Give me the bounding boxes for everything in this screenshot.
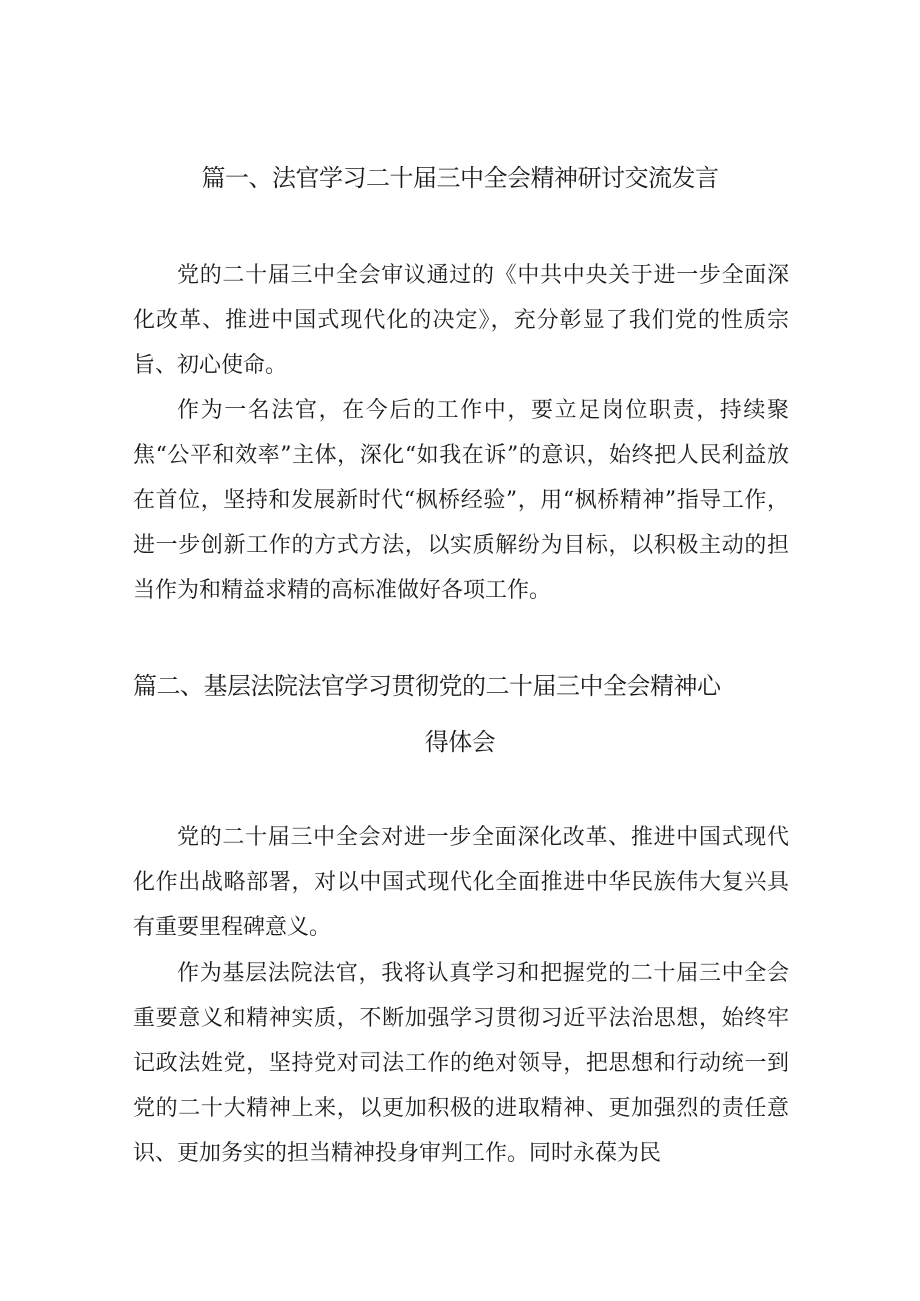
section-2-paragraph-1: 党的二十届三中全会对进一步全面深化改革、推进中国式现代化作出战略部署，对以中国式现代化全面推进中华民族伟大复兴具有重要里程碑意义。: [133, 825, 789, 940]
section-1-paragraph-2: 作为一名法官，在今后的工作中，要立足岗位职责，持续聚焦“公平和效率”主体，深化“如我在诉”的意识，始终把人民利益放在首位，坚持和发展新时代“枫桥经验”，用“枫桥精神”指导工作，进一步创新工作的方式方法，以实质解纷为目标，以积极主动的担当作为和精益求精的高标准做好各项工作。: [133, 398, 789, 603]
section-1-title: 篇一、法官学习二十届三中全会精神研讨交流发言: [201, 164, 719, 192]
section-2-title-line-1: 篇二、基层法院法官学习贯彻党的二十届三中全会精神心: [133, 672, 721, 700]
section-1-paragraph-1: 党的二十届三中全会审议通过的《中共中央关于进一步全面深化改革、推进中国式现代化的决定》，充分彰显了我们党的性质宗旨、初心使命。: [133, 263, 789, 378]
section-2-paragraph-2: 作为基层法院法官，我将认真学习和把握党的二十届三中全会重要意义和精神实质，不断加强学习贯彻习近平法治思想，始终牢记政法姓党，坚持党对司法工作的绝对领导，把思想和行动统一到党的二十大精神上来，以更加积极的进取精神、更加强烈的责任意识、更加务实的担当精神投身审判工作。同时永葆为民: [133, 961, 789, 1166]
section-2-title-line-2: 得体会: [424, 728, 496, 756]
